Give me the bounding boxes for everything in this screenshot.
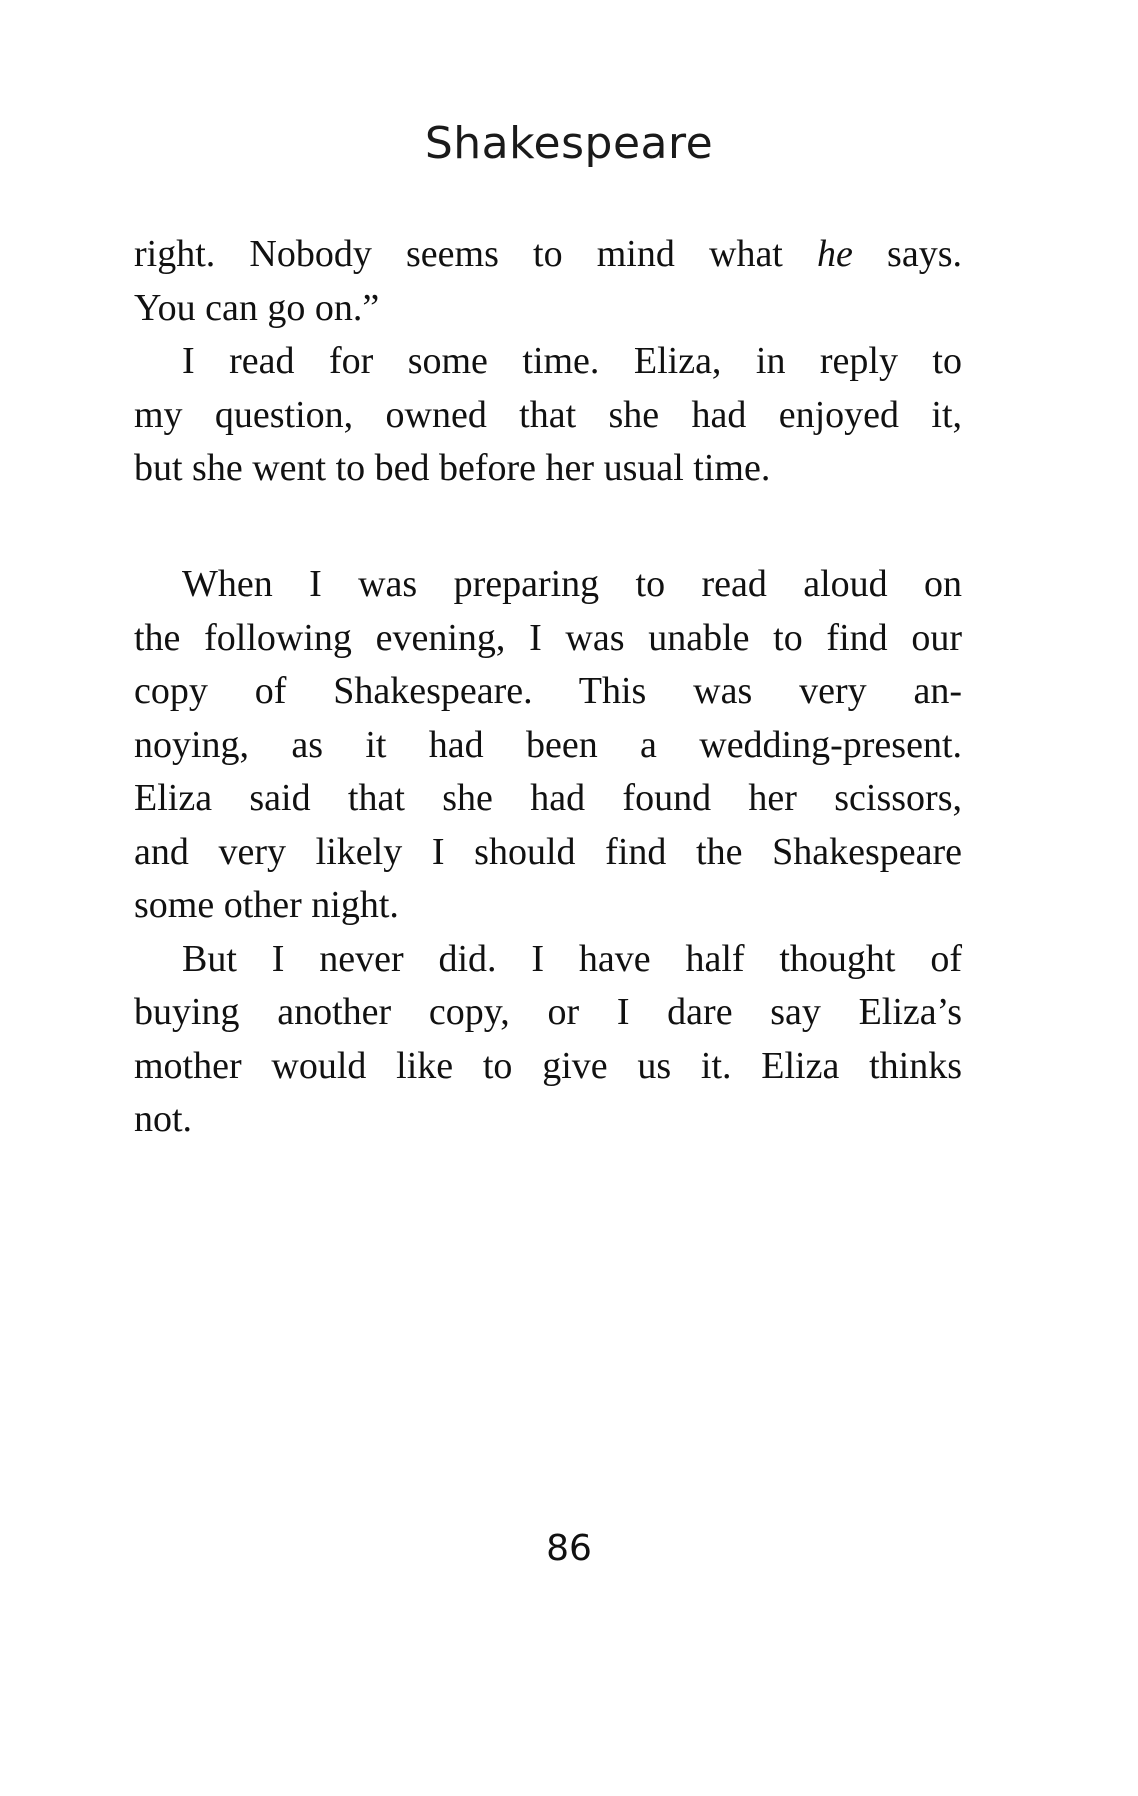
italic-word: he (817, 233, 853, 275)
text-line: and very likely I should find the Shakespeare (134, 830, 962, 873)
text-line: the following evening, I was unable to find our (134, 616, 962, 659)
text-line: I read for some time. Eliza, in reply to (182, 340, 962, 382)
text-line: some other night. (134, 884, 399, 926)
text-segment: right. Nobody seems to mind what (134, 233, 818, 275)
paragraph-block-top (134, 228, 962, 496)
text-line: not. (134, 1098, 193, 1140)
text-line: buying another copy, or I dare say Eliza’s (134, 991, 962, 1033)
text-line: my question, owned that she had enjoyed it, (134, 393, 962, 436)
page-number: 86 (546, 1528, 592, 1569)
running-head: Shakespeare (424, 118, 714, 169)
text-line (134, 228, 962, 282)
text-line: but she went to bed before her usual time. (134, 447, 771, 489)
text-line: mother would like to give us it. Eliza thinks (134, 1044, 962, 1087)
text-line: You can go on.” (134, 286, 380, 329)
text-line: copy of Shakespeare. This was very an- (134, 670, 962, 712)
text-line: When I was preparing to read aloud on (182, 563, 962, 605)
text-segment: says. (852, 233, 962, 275)
paragraph-block-bottom (134, 558, 962, 1147)
text-line: But I never did. I have half thought of (182, 937, 962, 980)
text-line: noying, as it had been a wedding-present. (134, 723, 962, 766)
text-line: Eliza said that she had found her scissors, (134, 777, 962, 819)
